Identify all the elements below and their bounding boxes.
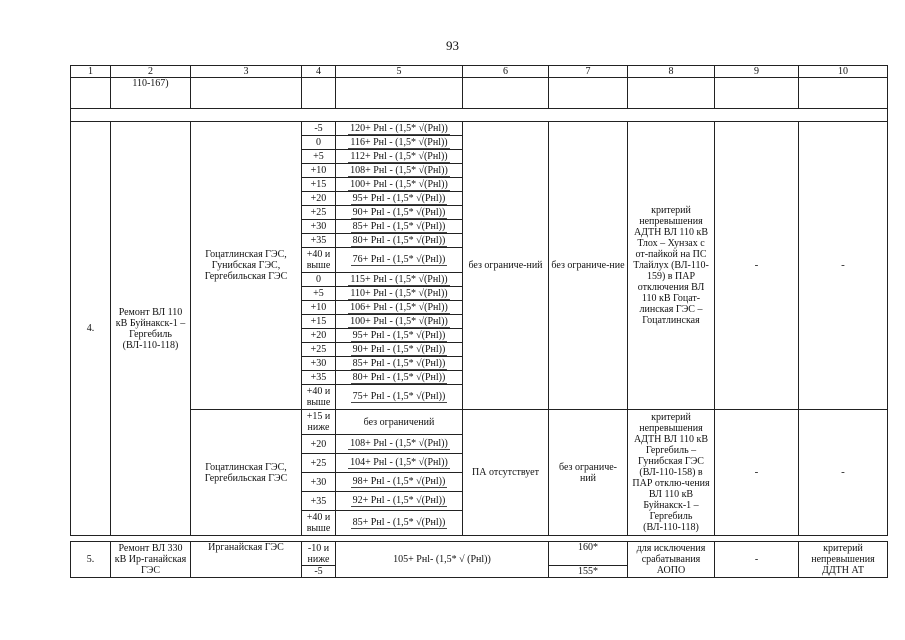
temperature-cell: +5 [302,150,336,164]
limits-table [70,65,888,578]
formula-cell [336,287,463,301]
formula-text: 95+ Pнl - (1,5* √(Pнl)) [352,329,446,341]
cell [302,78,336,109]
page-number: 93 [446,38,459,53]
temperature-cell: +35 [302,234,336,248]
formula-text: 80+ Pнl - (1,5* √(Pнl)) [352,234,446,246]
formula-cell [336,315,463,329]
temperature-cell: +40 и выше [302,385,336,410]
temperature-cell: +40 и выше [302,248,336,273]
temperature-cell: +40 и выше [302,511,336,536]
temperature-cell: +20 [302,435,336,454]
header-row [71,66,888,78]
plants-cell: Ирганайская ГЭС [191,542,302,578]
value-cell: 160* [549,542,628,566]
temperature-cell: -10 и ниже [302,542,336,566]
temperature-cell: +20 [302,329,336,343]
temperature-cell: +10 [302,301,336,315]
formula-text: 76+ Pнl - (1,5* √(Pнl)) [352,254,446,265]
formula-text: 80+ Pнl - (1,5* √(Pнl)) [352,371,446,383]
formula-cell: без ограничений [336,410,463,435]
plants-cell: Гоцатлинская ГЭС, Гунибская ГЭС, Гергебильская ГЭС [191,122,302,410]
col7-cell: без ограниче-ние [549,122,628,410]
repair-name: Ремонт ВЛ 330 кВ Ир-ганайская ГЭС [111,542,191,578]
cell [71,78,111,109]
formula-text: 98+ Pнl - (1,5* √(Pнl)) [352,476,446,487]
temperature-cell: +25 [302,454,336,473]
cell [549,78,628,109]
formula-text: 90+ Pнl - (1,5* √(Pнl)) [352,206,446,218]
temperature-cell: 0 [302,273,336,287]
temperature-cell: +15 и ниже [302,410,336,435]
formula-cell [336,220,463,234]
formula-cell [336,301,463,315]
formula-cell [336,248,463,273]
table-row [71,410,888,435]
temperature-cell: +15 [302,315,336,329]
temperature-cell: +35 [302,371,336,385]
header-cell: 5 [336,66,463,78]
temperature-cell: +15 [302,178,336,192]
temperature-cell: +10 [302,164,336,178]
temperature-cell: +30 [302,357,336,371]
col9-cell: - [715,542,799,578]
formula-text: 100+ Pнl - (1,5* √(Pнl)) [350,178,448,190]
formula-text: 120+ Pнl - (1,5* √(Pнl)) [350,122,448,134]
formula-text: 100+ Pнl - (1,5* √(Pнl)) [350,315,448,327]
formula-text: 116+ Pнl - (1,5* √(Pнl)) [350,136,448,148]
row-number: 4. [71,122,111,536]
temperature-cell: +25 [302,343,336,357]
continuation-text: 110-167) [111,78,191,109]
cell [191,78,302,109]
temperature-cell: +20 [302,192,336,206]
formula-cell [336,511,463,536]
formula-cell [336,385,463,410]
cell [628,78,715,109]
cell [799,78,888,109]
formula-text: 85+ Pнl - (1,5* √(Pнl)) [352,357,446,369]
formula-cell [336,178,463,192]
formula-text: 92+ Pнl - (1,5* √(Pнl)) [352,495,446,506]
formula-cell [336,192,463,206]
header-cell: 8 [628,66,715,78]
formula-cell [336,473,463,492]
value-cell: 155* [549,566,628,578]
gap-row [71,109,888,122]
col9-cell: - [715,410,799,536]
formula-cell [336,343,463,357]
formula-cell: 105+ Pнl- (1,5* √ (Pнl)) [336,542,549,578]
table-row [71,122,888,136]
formula-text: 110+ Pнl - (1,5* √(Pнl)) [350,287,448,299]
formula-cell [336,435,463,454]
formula-text: 106+ Pнl - (1,5* √(Pнl)) [350,301,448,313]
temperature-cell: +35 [302,492,336,511]
formula-cell [336,206,463,220]
header-cell: 3 [191,66,302,78]
formula-cell [336,454,463,473]
col6-cell: без ограниче-ний [463,122,549,410]
formula-text: 95+ Pнl - (1,5* √(Pнl)) [352,192,446,204]
formula-cell [336,136,463,150]
formula-cell [336,273,463,287]
formula-cell [336,371,463,385]
repair-name: Ремонт ВЛ 110 кВ Буйнакск-1 – Гергебиль (ВЛ-110-118) [111,122,191,536]
formula-text: 90+ Pнl - (1,5* √(Pнl)) [352,343,446,355]
temperature-cell: -5 [302,566,336,578]
formula-cell [336,329,463,343]
formula-text: 85+ Pнl - (1,5* √(Pнl)) [352,220,446,232]
cell [463,78,549,109]
formula-cell [336,357,463,371]
cell [336,78,463,109]
criterion-cell: для исключения срабатывания АОПО [628,542,715,578]
col6-cell: ПА отсутствует [463,410,549,536]
header-cell: 9 [715,66,799,78]
formula-text: 85+ Pнl - (1,5* √(Pнl)) [352,517,446,528]
temperature-cell: +5 [302,287,336,301]
temperature-cell: -5 [302,122,336,136]
formula-cell [336,150,463,164]
formula-cell [336,234,463,248]
formula-cell [336,492,463,511]
col7-cell: без ограниче-ний [549,410,628,536]
formula-cell [336,122,463,136]
col10-cell: критерий непревышения ДДТН АТ [799,542,888,578]
header-cell: 10 [799,66,888,78]
formula-text: 115+ Pнl - (1,5* √(Pнl)) [350,273,448,285]
table-row [71,542,888,566]
header-cell: 6 [463,66,549,78]
col10-cell: - [799,122,888,410]
formula-text: 108+ Pнl - (1,5* √(Pнl)) [350,438,448,449]
gap-cell [71,109,888,122]
temperature-cell: +25 [302,206,336,220]
formula-text: 108+ Pнl - (1,5* √(Pнl)) [350,164,448,176]
header-cell: 7 [549,66,628,78]
temperature-cell: 0 [302,136,336,150]
temperature-cell: +30 [302,220,336,234]
criterion-cell: критерий непревышения АДТН ВЛ 110 кВ Гергебиль – Гунибская ГЭС (ВЛ-110-158) в ПАР отклю-чения ВЛ 110 кВ Буйнакск-1 – Гергебиль (ВЛ-110-118) [628,410,715,536]
col10-cell: - [799,410,888,536]
formula-text: 112+ Pнl - (1,5* √(Pнl)) [350,150,448,162]
header-cell: 4 [302,66,336,78]
header-cell: 2 [111,66,191,78]
formula-cell [336,164,463,178]
formula-text: 75+ Pнl - (1,5* √(Pнl)) [352,391,446,402]
col9-cell: - [715,122,799,410]
temperature-cell: +30 [302,473,336,492]
formula-text: 104+ Pнl - (1,5* √(Pнl)) [350,457,448,468]
header-cell: 1 [71,66,111,78]
continuation-row [71,78,888,109]
plants-cell: Гоцатлинская ГЭС, Гергебильская ГЭС [191,410,302,536]
row-number: 5. [71,542,111,578]
criterion-cell: критерий непревышения АДТН ВЛ 110 кВ Тлох – Хунзах с от-пайкой на ПС Тлайлух (ВЛ-110-159) в ПАР отключения ВЛ 110 кВ Гоцат-линская ГЭС – Гоцатлинская [628,122,715,410]
cell [715,78,799,109]
